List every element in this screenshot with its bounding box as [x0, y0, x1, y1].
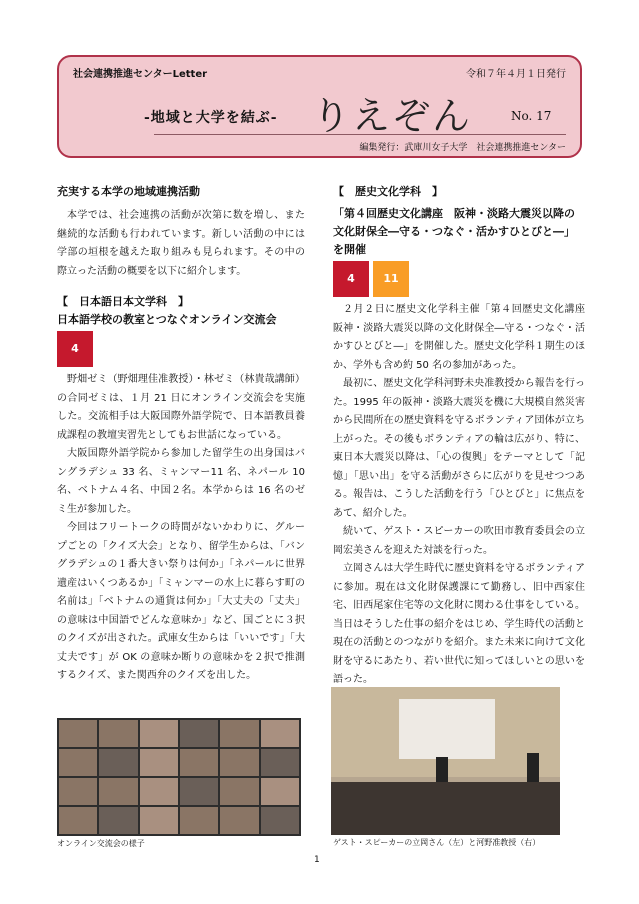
article1-paragraph: 今回はフリートークの時間がないかわりに、グループごとの「クイズ大会」となり、留学生からは、「バングラデシュの１番大きい祭りは何か」「ネパールに世界遺産はいくつあるか」「ミャンマーの水上に暮らす町の名前は」「ベトナムの通貨は何か」「大丈夫の「丈夫」の意味は中国語でどんな意味か」など、国ごとに３択のクイズが出された。武庫女生からは「いいです」「大丈夫です」が OK の意味か断りの意味かを２択で推測するクイズ、また関西弁のクイズを出した。 — [57, 522, 305, 681]
article2-dept: 【 歴史文化学科 】 — [333, 185, 443, 198]
article1-paragraph: 野畑ゼミ（野畑理佳准教授）・林ゼミ（林貴哉講師）の合同ゼミは、１月 21 日にオンライン交流会を実施した。交流相手は大阪国際外語学院で、日本語教員養成課程の教壇実習先としてもお世話になっている。 — [57, 374, 305, 441]
article2-heading: 「第４回歴史文化講座 阪神・淡路大震災以降の文化財保全―守る・つなぐ・活かすひとびと―」を開催 — [333, 207, 575, 256]
online-exchange-photo — [57, 718, 301, 836]
article2-paragraph: 立岡さんは大学生時代に歴史資料を守るボランティアに参加。現在は文化財保護課にて勤務し、旧中西家住宅、旧西尾家住宅等の文化財に関わる仕事をしている。当日はそうした仕事の紹介をはじめ、学生時代の活動と現在の活動とのつながりを紹介。また未来に向けて文化財を守るにあたり、若い世代に知ってほしいとの思いを語った。 — [333, 563, 585, 685]
sdg4-icon: 4 — [333, 261, 369, 297]
article1-heading: 日本語学校の教室とつなぐオンライン交流会 — [57, 313, 277, 326]
page-number: 1 — [314, 855, 320, 865]
article2-paragraph: ２月２日に歴史文化学科主催「第４回歴史文化講座 阪神・淡路大震災以降の文化財保全―守る・つなぐ・活かすひとびと―」を開催した。歴史文化学科１期生のほか、学外も含め約 50 名の参加があった。 — [333, 304, 595, 371]
right-column — [333, 183, 595, 690]
sdg4-icon: 4 — [57, 331, 93, 367]
article2-paragraph: 続いて、ゲスト・スピーカーの吹田市教育委員会の立岡宏美さんを迎えた対談を行った。 — [333, 526, 585, 556]
intro-body: 本学では、社会連携の活動が次第に数を増し、また継続的な活動も行われています。新しい活動の中には学部の垣根を越えた取り組みも見られます。その中の際立った活動の概要を以下に紹介します。 — [57, 210, 305, 277]
left-column — [57, 183, 305, 686]
sdg-icons — [57, 331, 305, 367]
article1-paragraph: 大阪国際外語学院から参加した留学生の出身国はバングラデシュ 33 名、ミャンマー11 名、ネパール 10 名、ベトナム４名、中国２名。本学からは 16 名のゼミ生が参加した。 — [57, 448, 305, 515]
article2-paragraph: 最初に、歴史文化学科河野未央准教授から報告を行った。1995 年の阪神・淡路大震災を機に大規模自然災害から民間所在の歴史資料を守るボランティア団体が立ち上がった。その後もボランティアの輪は広がり、特に、東日本大震災以降は、「心の復興」をテーマとして「記憶」「思い出」を守る活動がさらに広がりを見せつつある。報告は、こうした活動を行う「ひとびと」に焦点をあて、紹介した。 — [333, 378, 585, 519]
issue-number: No. 17 — [511, 109, 552, 123]
sdg11-icon: 11 — [373, 261, 409, 297]
photo1-caption: オンライン交流会の様子 — [57, 839, 145, 848]
issue-date: 令和７年４月１日発行 — [466, 69, 566, 80]
newsletter-header — [57, 55, 582, 158]
sdg-icons — [333, 261, 585, 297]
photo2-caption: ゲスト・スピーカーの立岡さん（左）と河野准教授（右） — [333, 838, 541, 847]
org-letter-label: 社会連携推進センターLetter — [73, 69, 208, 80]
subtitle: -地域と大学を結ぶ- — [144, 110, 278, 126]
intro-heading: 充実する本学の地域連携活動 — [57, 185, 200, 198]
newsletter-title: りえぞん — [312, 94, 473, 138]
header-divider — [154, 134, 566, 135]
lecture-photo — [331, 687, 560, 835]
publisher: 編集発行：武庫川女子大学 社会連携推進センター — [359, 143, 566, 153]
article1-dept: 【 日本語日本文学科 】 — [57, 295, 189, 308]
